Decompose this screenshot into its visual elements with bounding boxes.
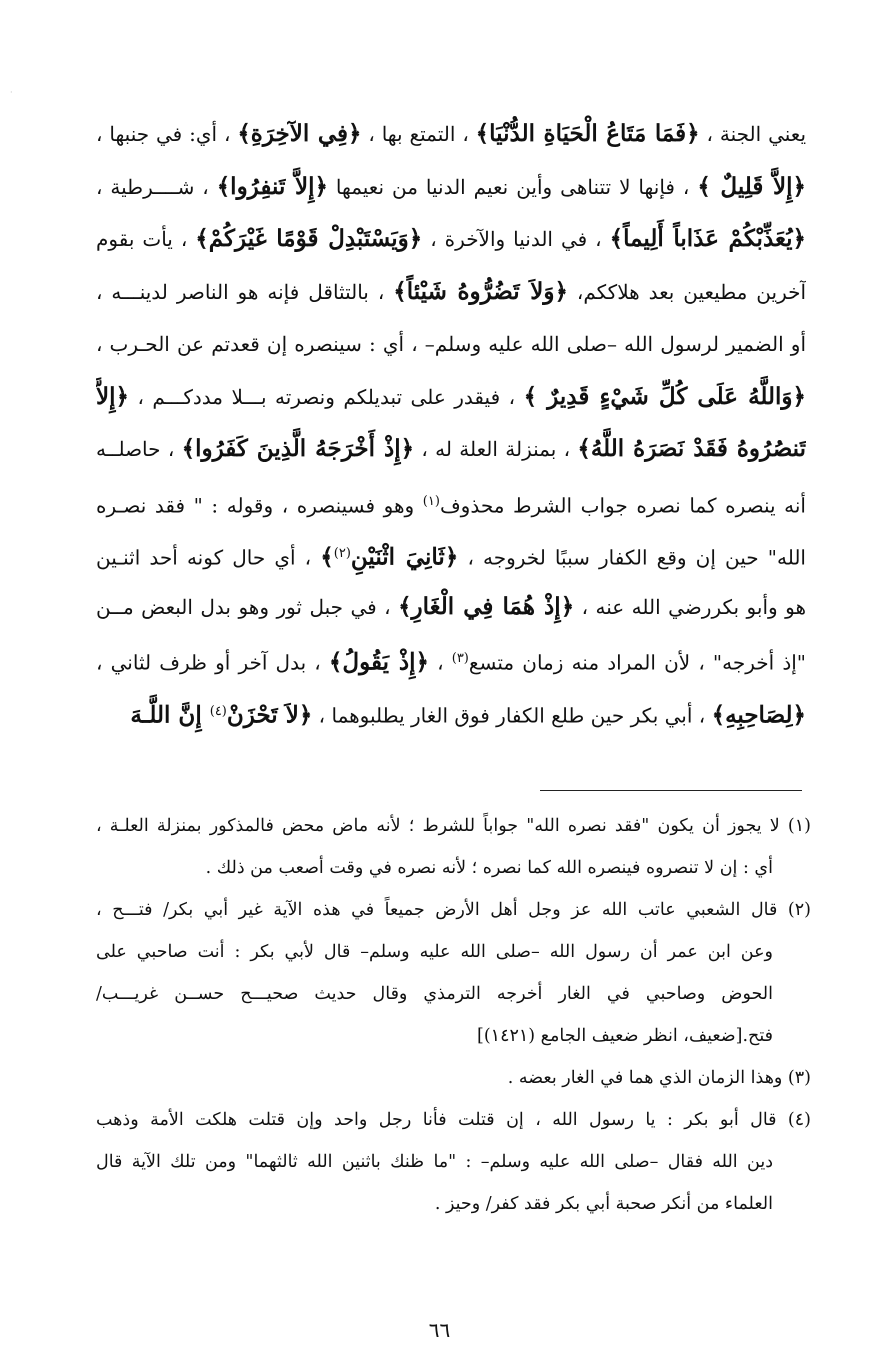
commentary-text: أو الضمير لرسول الله –صلى الله عليه وسلم– ، أي : سينصره إن قعدتم عن الحـرب ،	[96, 332, 806, 356]
page-number: ٦٦	[428, 1318, 451, 1342]
margin-speck: ·	[10, 88, 13, 97]
footnotes-section	[96, 805, 811, 1225]
footnote-line: (٣) وهذا الزمان الذي هما في الغار بعضه .	[507, 1068, 811, 1088]
footnote-reference: (٣)	[451, 651, 469, 666]
footnote-reference: (٤)	[209, 703, 227, 719]
footnote	[96, 805, 811, 889]
commentary-text: أنه ينصره كما نصره جواب الشرط محذوف	[439, 493, 806, 518]
commentary-text: ، بمنزلة العلة له ،	[414, 437, 578, 461]
footnote-line: (٤) قال أبو بكر : يا رسول الله ، إن قتلت فأنا رجل واحد وإن قتلت هلكت الأمة وذهب	[96, 1110, 811, 1130]
main-text-line	[96, 213, 806, 266]
commentary-text: يعني الجنة ،	[699, 122, 806, 146]
commentary-text: ، أي حال كونه أحد اثنـين	[96, 545, 321, 570]
quran-quote: ﴿إِلاَّ	[96, 382, 129, 410]
footnote-line: فتح.[ضعيف، انظر ضعيف الجامع (١٤٢١)]	[477, 1026, 773, 1046]
footnote	[96, 889, 811, 1057]
footnote-line: دين الله فقال –صلى الله عليه وسلم– : "ما ظنك باثنين الله ثالثهما" ومن تلك الآية قال	[96, 1152, 773, 1172]
commentary-text: ، يأت بقوم	[96, 227, 196, 251]
footnote-line: الحوض وصاحبي في الغار أخرجه الترمذي وقال حديث صحيـــح حســن غريـــب/	[96, 984, 773, 1004]
quran-quote: ﴿يُعَذِّبْكُمْ عَذَاباً أَلِيماً﴾	[609, 225, 806, 252]
commentary-text: وهو فسينصره ، وقوله : " فقد نصـره	[96, 493, 423, 518]
commentary-text: هو وأبو بكررضي الله عنه ،	[574, 594, 806, 619]
main-text-body	[96, 108, 806, 738]
quran-quote: ﴿إِذْ أَخْرَجَهُ الَّذِينَ كَفَرُوا﴾	[181, 435, 415, 462]
commentary-text: "إذ أخرجه" ، لأن المراد منه زمان متسع	[468, 650, 806, 675]
footnote	[96, 1057, 811, 1099]
main-text-line	[96, 108, 806, 161]
commentary-text: آخرين مطيعين بعد هلاككم،	[567, 279, 806, 304]
quran-quote: إِنَّ اللَّـهَ	[130, 701, 210, 729]
quran-quote: ﴾	[320, 543, 334, 571]
footnote-reference: (١)	[422, 493, 440, 509]
quran-quote: ﴿وَيَسْتَبْدِلْ قَوْمًا غَيْرَكُمْ﴾	[195, 225, 423, 252]
quran-quote: ﴿إِلاَّ تَنفِرُوا﴾	[216, 172, 328, 200]
commentary-text: ، في جبل ثور وهو بدل البعض مــن	[96, 594, 399, 619]
footnote	[96, 1099, 811, 1225]
commentary-text: ، أبي بكر حين طلع الكفار فوق الغار يطلبوهما ،	[312, 703, 712, 728]
quran-quote: ﴿إِلاَّ قَلِيلٌ ﴾	[697, 172, 806, 200]
footnote-line: العلماء من أنكر صحبة أبي بكر فقد كفر/ وحيز .	[434, 1194, 773, 1214]
commentary-text: ، حاصلــه	[96, 437, 182, 461]
commentary-text: ، شــــرطية ،	[96, 174, 217, 199]
main-text-line	[96, 581, 806, 634]
main-text-line	[96, 476, 806, 529]
quran-quote: ﴿فِي الآخِرَةِ﴾	[237, 120, 362, 147]
quran-quote: ﴿وَلاَ تَضُرُّوهُ شَيْئاً﴾	[393, 277, 568, 305]
footnote-line: (١) لا يجوز أن يكون "فقد نصره الله" جواباً للشرط ؛ لأنه ماض محض فالمذكور بمنزلة العلـة ،	[96, 816, 811, 836]
main-text-line	[96, 686, 806, 739]
footnote-reference: (٢)	[333, 546, 351, 561]
quran-quote: تَنصُرُوهُ فَقَدْ نَصَرَهُ اللَّهُ﴾	[577, 435, 806, 462]
commentary-text: ، أي: في جنبها ،	[96, 122, 238, 146]
quran-quote: ﴿لاَ تَحْزَنْ	[226, 701, 313, 729]
main-text-line	[96, 371, 806, 424]
quran-quote: ﴿لِصَاحِبِهِ﴾	[711, 701, 806, 729]
commentary-text: ، فيقدر على تبديلكم ونصرته بـــلا مددكـــم ،	[128, 384, 524, 409]
commentary-text: الله" حين إن وقع الكفار سببًا لخروجه ،	[458, 545, 806, 570]
main-text-line	[96, 318, 806, 371]
main-text-line	[96, 161, 806, 214]
commentary-text: ، بدل آخر أو ظرف لثاني ،	[96, 650, 329, 675]
commentary-text: ، في الدنيا والآخرة ،	[422, 227, 610, 251]
main-text-line	[96, 266, 806, 319]
quran-quote: ﴿فَمَا مَتَاعُ الْحَيَاةِ الدُّنْيَا﴾	[475, 120, 700, 147]
footnote-divider	[540, 790, 802, 791]
main-text-line	[96, 528, 806, 581]
commentary-text: ، التمتع بها ،	[361, 122, 476, 146]
footnote-line: (٢) قال الشعبي عاتب الله عز وجل أهل الأرض جميعاً في هذه الآية غير أبي بكر/ فتـــح ،	[96, 900, 811, 920]
quran-quote: ﴿إِذْ هُمَا فِي الْغَارِ﴾	[398, 592, 575, 620]
quran-quote: ﴿ثَانِيَ اثْنَيْنِ	[350, 543, 459, 571]
footnote-line: وعن ابن عمر أن رسول الله –صلى الله عليه وسلم– قال لأبي بكر : أنت صاحبي على	[96, 942, 773, 962]
quran-quote: ﴿وَاللَّهُ عَلَى كُلِّ شَيْءٍ قَدِيرٌ ﴾	[523, 382, 806, 410]
main-text-line	[96, 633, 806, 686]
commentary-text: ،	[428, 650, 452, 675]
main-text-line	[96, 423, 806, 476]
commentary-text: ، بالتثاقل فإنه هو الناصر لدينـــه ،	[96, 279, 394, 304]
commentary-text: ، فإنها لا تتناهى وأين نعيم الدنيا من نعيمها	[327, 174, 698, 199]
footnote-line: أي : إن لا تنصروه فينصره الله كما نصره ؛ لأنه نصره في وقت أصعب من ذلك .	[205, 858, 773, 878]
quran-quote: ﴿إِذْ يَقُولُ﴾	[328, 648, 429, 676]
